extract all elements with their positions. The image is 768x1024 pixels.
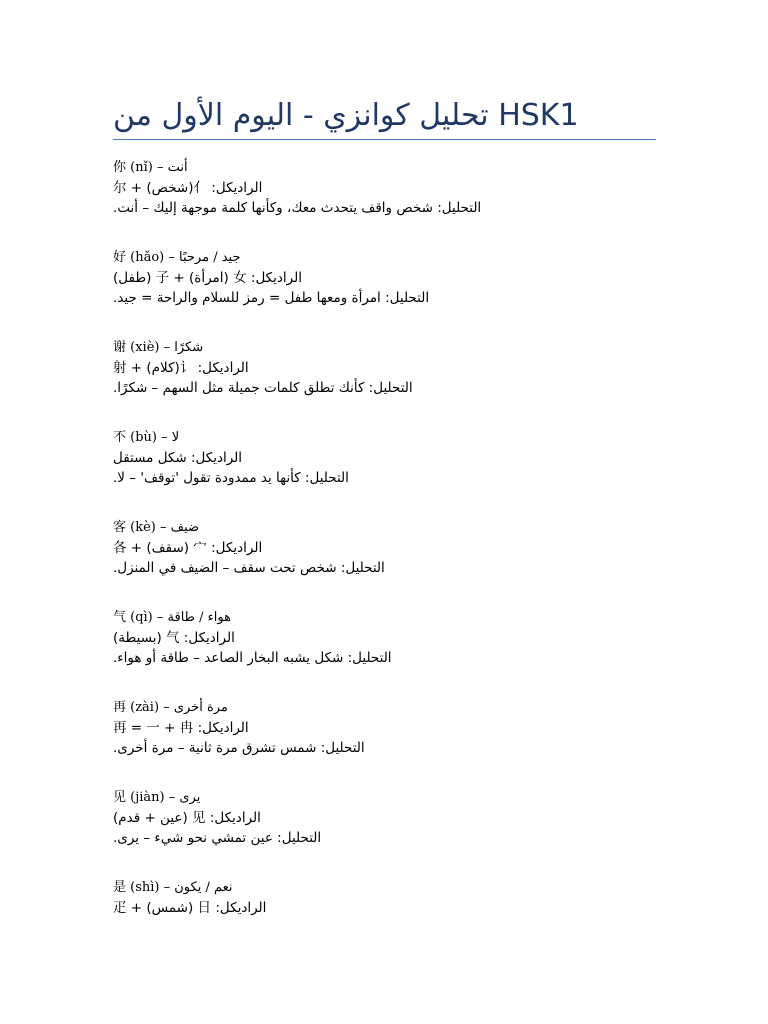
entry-analysis: التحليل: كأنها يد ممدودة تقول 'توقف' – لا. [113,470,349,486]
entry-list [113,158,673,968]
entry-radical: الراديكل: 讠(كلام) + 射 [113,360,249,376]
entry-analysis: التحليل: امرأة ومعها طفل = رمز للسلام والراحة = جيد. [113,290,430,306]
entry-headword: 谢 (xiè) – شكرًا [113,340,204,355]
entry-headword: 气 (qì) – هواء / طاقة [113,610,231,625]
entry-analysis: التحليل: شمس تشرق مرة ثانية – مرة أخرى. [113,740,365,756]
document-title: تحليل كوانزي - اليوم الأول من HSK1 [113,98,579,133]
entry-analysis: التحليل: كأنك تطلق كلمات جميلة مثل السهم – شكرًا. [113,380,413,396]
entry-ke [113,518,673,608]
entry-analysis: التحليل: عين تمشي نحو شيء – يرى. [113,830,322,846]
entry-headword: 你 (nǐ) – أنت [113,160,188,175]
entry-hao [113,248,673,338]
entry-radical: الراديكل: 气 (بسيطة) [113,630,235,646]
entry-ni [113,158,673,248]
entry-radical: الراديكل: 见 (عين + قدم) [113,810,261,826]
entry-radical: الراديكل: 亻(شخص) + 尔 [113,180,263,196]
entry-headword: 不 (bù) – لا [113,430,180,445]
entry-analysis: التحليل: شخص تحت سقف – الضيف في المنزل. [113,560,385,576]
entry-radical: الراديكل: 宀 (سقف) + 各 [113,540,263,556]
entry-headword: 是 (shì) – نعم / يكون [113,880,233,895]
entry-radical: الراديكل: شكل مستقل [113,450,243,466]
entry-qi [113,608,673,698]
title-underline [113,139,656,140]
entry-radical: الراديكل: 女 (امرأة) + 子 (طفل) [113,270,302,286]
entry-zai [113,698,673,788]
entry-xie [113,338,673,428]
entry-headword: 见 (jiàn) – يرى [113,790,201,805]
entry-headword: 客 (kè) – ضيف [113,520,200,535]
entry-analysis: التحليل: شخص واقف يتحدث معك، وكأنها كلمة موجهة إليك – أنت. [113,200,482,216]
entry-radical: الراديكل: 日 (شمس) + 疋 [113,900,267,916]
entry-jian [113,788,673,878]
entry-analysis: التحليل: شكل يشبه البخار الصاعد – طاقة أو هواء. [113,650,392,666]
entry-headword: 再 (zài) – مرة أخرى [113,700,228,715]
entry-bu [113,428,673,518]
entry-shi [113,878,673,968]
entry-radical: الراديكل: 再 = 一 + 冉 [113,720,249,736]
entry-headword: 好 (hǎo) – جيد / مرحبًا [113,250,241,265]
